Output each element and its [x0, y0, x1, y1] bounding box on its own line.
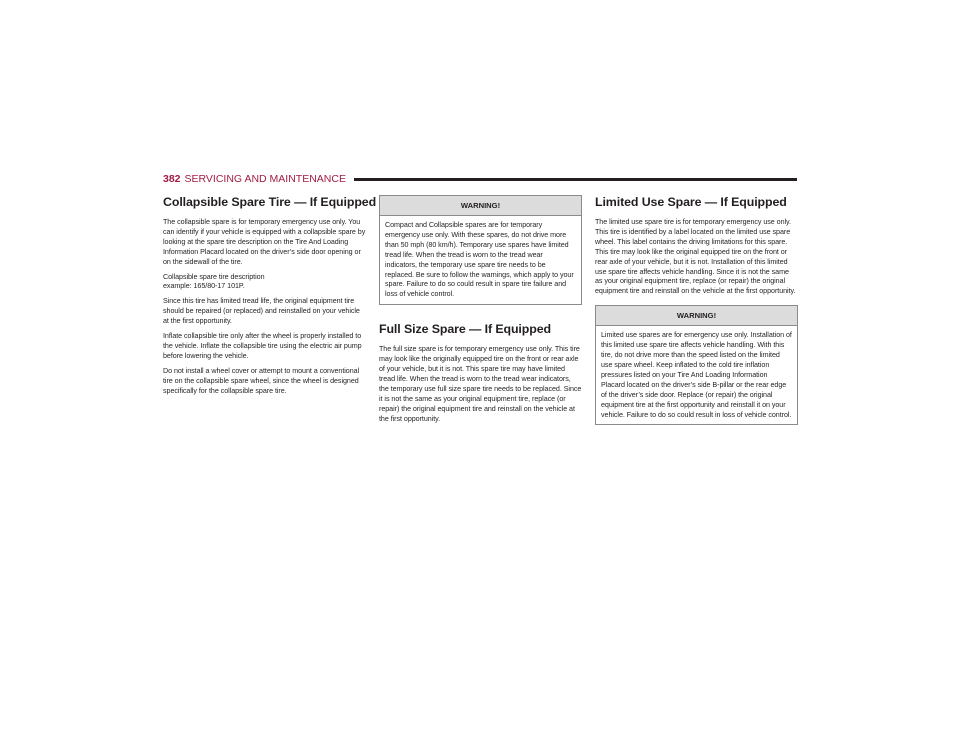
warning-title: WARNING!	[596, 306, 797, 326]
column-limited-use-spare	[595, 195, 798, 425]
column-full-size-spare	[379, 195, 582, 430]
collapsible-description-block	[163, 273, 366, 293]
page-number: 382	[163, 173, 181, 185]
full-size-spare-heading: Full Size Spare — If Equipped	[379, 322, 551, 337]
limited-use-spare-heading: Limited Use Spare — If Equipped	[595, 195, 787, 209]
collapsible-paragraph-3: Since this tire has limited tread life, the original equipment tire should be repaired (or replaced) and reinstalled on your vehicle at the first opportunity.	[163, 297, 360, 326]
collapsible-paragraph-1: The collapsible spare is for temporary emergency use only. You can identify if your vehicle is equipped with a collapsible spare by looking at the spare tire description on the Tire And Loading Information Placard located on the driver’s side door opening or on the sidewall of the tire.	[163, 218, 366, 266]
collapsible-description-label: Collapsible spare tire description	[163, 272, 265, 281]
collapsible-description-example: example: 165/80-17 101P.	[163, 282, 245, 291]
warning-title: WARNING!	[380, 196, 581, 216]
limited-use-spare-text: The limited use spare tire is for temporary emergency use only. This tire is identified by a label located on the limited use spare wheel. This label contains the driving limitations for this spare. This tire may look like the original equipped tire on the front or rear axle of your vehicle, but it is not. Installation of this limited use spare tire affects vehicle handling. Since it is not the same as your original equipment tire, replace (or repair) the original equipment tire and reinstall on the vehicle at the first opportunity.	[595, 218, 796, 296]
collapsible-paragraph-4: Inflate collapsible tire only after the wheel is properly installed to the vehicle. Inflate the collapsible tire using the electric air pump before lowering the vehicle.	[163, 332, 362, 360]
warning-box-compact-spares	[379, 195, 582, 305]
full-size-spare-text: The full size spare is for temporary emergency use only. This tire may look like the originally equipped tire on the front or rear axle of your vehicle, but it is not. This spare tire may have limited tread life. When the tread is worn to the tread wear indicators, the temporary use full size spare tire needs to be replaced. Since it is not the same as your original equipment tire, replace (or repair) the original equipment tire and reinstall on the vehicle at the first opportunity.	[379, 345, 582, 423]
warning-text: Compact and Collapsible spares are for temporary emergency use only. With these spares, do not drive more than 50 mph (80 km/h). Temporary use spares have limited tread life. When the tread is worn to the tread wear indicators, the temporary use spare tire needs to be replaced. Be sure to follow the warnings, which apply to your spare. Failure to do so could result in spare tire failure and loss of vehicle control.	[385, 221, 574, 299]
header-rule	[354, 178, 797, 181]
column-collapsible-spare	[163, 195, 377, 402]
collapsible-spare-heading: Collapsible Spare Tire — If Equipped	[163, 195, 377, 209]
section-title: SERVICING AND MAINTENANCE	[184, 173, 346, 185]
page-header	[163, 172, 797, 186]
collapsible-paragraph-5: Do not install a wheel cover or attempt to mount a conventional tire on the collapsible spare wheel, since the wheel is designed specifically for the collapsible spare tire.	[163, 366, 360, 395]
warning-box-limited-use	[595, 305, 798, 425]
warning-text: Limited use spares are for emergency use only. Installation of this limited use spare tire affects vehicle handling. With this tire, do not drive more than the speed listed on the limited use spare wheel. Keep inflated to the cold tire inflation pressures listed on your Tire And Loading Information Placard located on the driver’s side B-pillar or the rear edge of the driver’s side door. Replace (or repair) the original equipment tire at the first opportunity and reinstall it on your vehicle. Failure to do so could result in loss of vehicle control.	[601, 331, 792, 419]
